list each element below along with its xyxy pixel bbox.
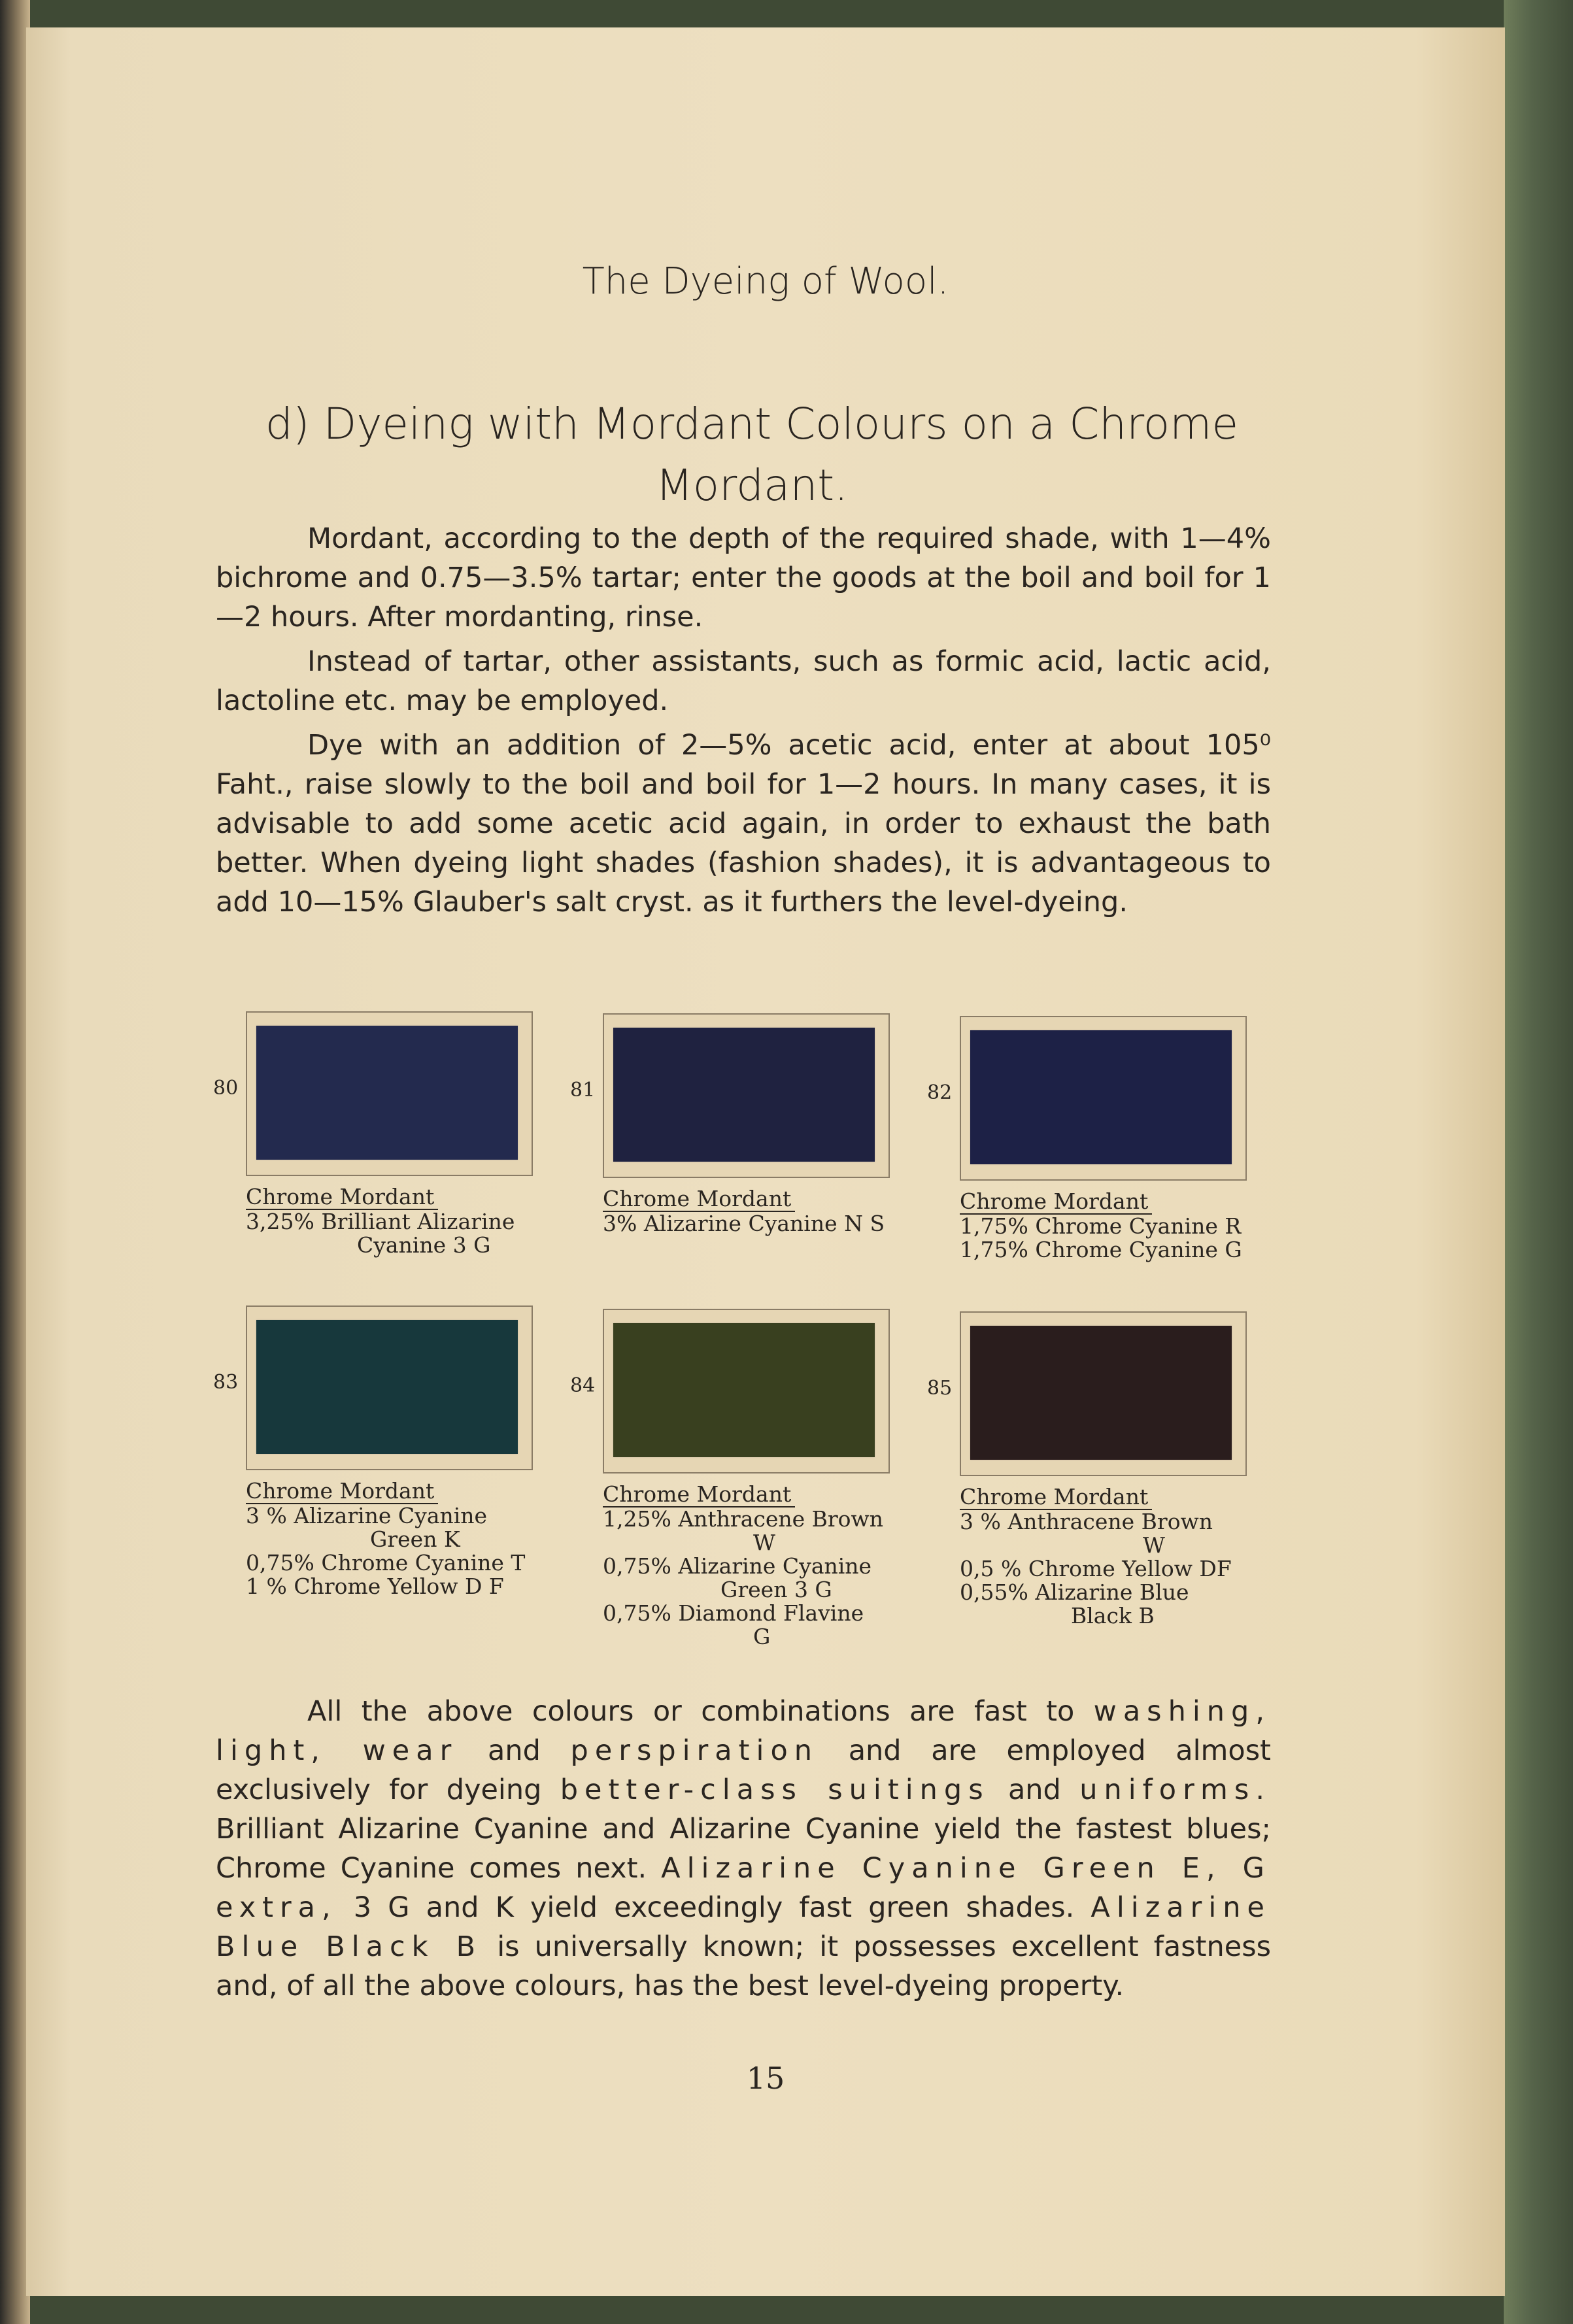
caption-line: 1,25% Anthracene Brown xyxy=(603,1506,884,1532)
text-run: 3 G and K yield exceedingly fast green shades. xyxy=(337,1891,1091,1924)
paragraph-mordant: Mordant, according to the depth of the required shade, with 1—4% bichrome and 0.75—3.5% tartar; enter the goods at the boil and boil for 1—2 hours. After mordanting, rinse. xyxy=(216,522,1271,633)
caption-line: 3% Alizarine Cyanine N S xyxy=(603,1211,885,1236)
sample-caption xyxy=(246,1185,547,1257)
wool-swatch xyxy=(256,1026,518,1160)
sample-caption xyxy=(960,1190,1260,1262)
sample-frame xyxy=(246,1305,533,1470)
sample-frame xyxy=(246,1011,533,1176)
caption-line: W xyxy=(753,1530,775,1555)
sample-number: 85 xyxy=(927,1377,953,1400)
text-run: and xyxy=(989,1774,1080,1806)
caption-line: Cyanine 3 G xyxy=(357,1232,491,1258)
caption-head: Chrome Mordant xyxy=(960,1485,1152,1510)
spaced-run: Alizarine Blue Black B xyxy=(216,1891,1271,1963)
caption-head: Chrome Mordant xyxy=(603,1187,795,1212)
caption-line: 1,75% Chrome Cyanine R xyxy=(960,1213,1242,1239)
wool-swatch xyxy=(970,1030,1232,1164)
caption-line: 0,75% Diamond Flavine xyxy=(603,1600,864,1626)
wool-swatch xyxy=(256,1320,518,1454)
caption-line: 1,75% Chrome Cyanine G xyxy=(960,1237,1242,1262)
caption-line: 0,55% Alizarine Blue xyxy=(960,1579,1189,1605)
wool-swatch xyxy=(613,1028,875,1162)
sample-number: 81 xyxy=(570,1079,596,1102)
book-page xyxy=(26,27,1505,2296)
caption-line: 3 % Alizarine Cyanine xyxy=(246,1503,488,1528)
caption-line: 0,75% Alizarine Cyanine xyxy=(603,1553,872,1579)
caption-line: Green K xyxy=(370,1526,460,1552)
section-title xyxy=(242,394,1262,516)
closing-text xyxy=(216,1692,1271,2011)
sample-caption xyxy=(603,1483,904,1649)
text-run: is universally known; it possesses excellent fastness and, of all the above colours, has the best level-dyeing property. xyxy=(216,1930,1271,2002)
wool-swatch xyxy=(613,1323,875,1457)
spaced-run: perspiration xyxy=(570,1734,819,1767)
spaced-run: light, wear xyxy=(216,1734,458,1767)
section-title-line-2: Mordant. xyxy=(655,460,849,511)
caption-head: Chrome Mordant xyxy=(960,1190,1152,1215)
caption-line: W xyxy=(1143,1532,1165,1558)
spaced-run: washing, xyxy=(1093,1695,1271,1728)
caption-line: G xyxy=(753,1624,771,1649)
sample-frame xyxy=(960,1016,1247,1181)
sample-caption xyxy=(960,1485,1260,1628)
spaced-run: better-class suitings xyxy=(560,1774,990,1806)
sample-frame xyxy=(960,1311,1247,1476)
section-title-line-1: d) Dyeing with Mordant Colours on a Chrome xyxy=(265,399,1239,449)
intro-text xyxy=(216,519,1271,927)
wool-swatch xyxy=(970,1326,1232,1460)
sample-caption xyxy=(246,1479,547,1598)
caption-line: Green 3 G xyxy=(720,1577,832,1602)
paragraph-assistants: Instead of tartar, other assistants, such as formic acid, lactic acid, lactoline etc. may be employed. xyxy=(216,645,1271,717)
paragraph-dye: Dye with an addition of 2—5% acetic acid, enter at about 105⁰ Faht., raise slowly to the boil and boil for 1—2 hours. In many cases, it is advisable to add some acetic acid again, in order to exhaust the bath better. When dyeing light shades (fashion shades), it is advantageous to add 10—15% Glauber's salt cryst. as it furthers the level-dyeing. xyxy=(216,729,1271,918)
sample-caption xyxy=(603,1187,904,1236)
caption-head: Chrome Mordant xyxy=(603,1483,795,1507)
sample-number: 84 xyxy=(570,1374,596,1397)
caption-line: 0,75% Chrome Cyanine T xyxy=(246,1550,526,1575)
running-head: The Dyeing of Wool. xyxy=(582,260,949,303)
paragraph-fastness xyxy=(216,1692,1271,2006)
spaced-run: Alizarine Cyanine Green E, G extra, xyxy=(216,1852,1271,1924)
caption-line: 1 % Chrome Yellow D F xyxy=(246,1574,504,1599)
sample-frame xyxy=(603,1013,890,1178)
sample-number: 83 xyxy=(213,1371,239,1394)
spaced-run: uniforms. xyxy=(1079,1774,1271,1806)
caption-line: 0,5 % Chrome Yellow DF xyxy=(960,1556,1232,1581)
sample-number: 80 xyxy=(213,1077,239,1100)
text-run: and xyxy=(458,1734,571,1767)
text-run: Brilliant Alizarine Cyanine and Alizarine Cyanine yield the fastest blues; Chrome Cyanine comes next. xyxy=(216,1813,1271,1885)
book-cover-edge xyxy=(1504,0,1573,2324)
page-number: 15 xyxy=(746,2061,785,2096)
caption-line: Black B xyxy=(1071,1603,1155,1628)
sample-frame xyxy=(603,1309,890,1474)
caption-line: 3 % Anthracene Brown xyxy=(960,1509,1213,1534)
text-run: All the above colours or combinations are fast to xyxy=(307,1695,1094,1728)
caption-line: 3,25% Brilliant Alizarine xyxy=(246,1209,515,1234)
caption-head: Chrome Mordant xyxy=(246,1185,438,1210)
sample-number: 82 xyxy=(927,1081,953,1104)
text-run: and are employed almost exclusively for dyeing xyxy=(216,1734,1271,1806)
caption-head: Chrome Mordant xyxy=(246,1479,438,1504)
